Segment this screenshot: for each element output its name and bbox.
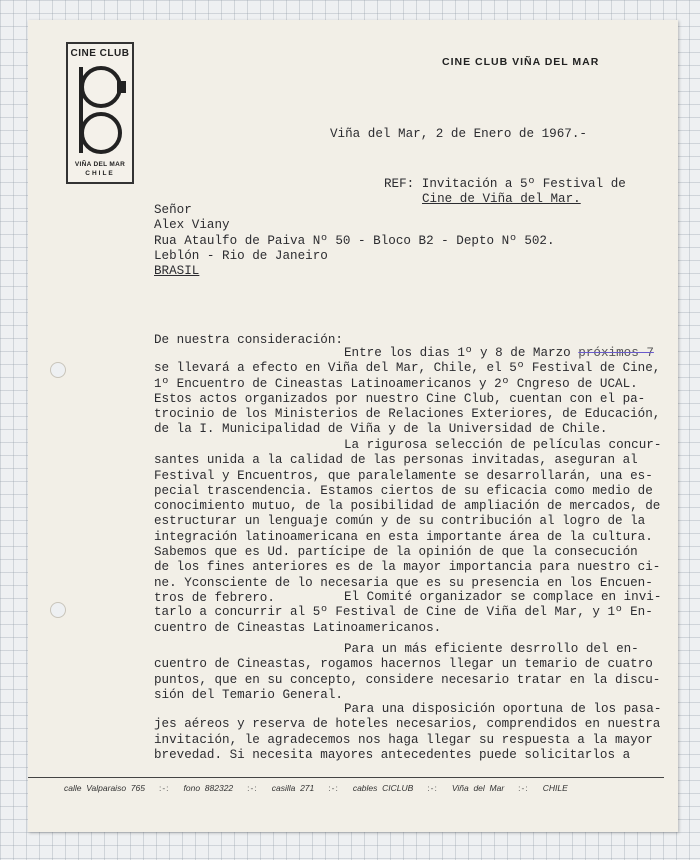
paragraph-2-line: estructurar un lenguaje común y de su contribución al logro de la — [154, 514, 646, 529]
paragraph-1-line: Estos actos organizados por nuestro Cine Club, cuentan con el pa- — [154, 391, 646, 406]
paragraph-5-line: brevedad. Si necesita mayores antecedentes puede solicitarlos a — [154, 747, 631, 762]
letterhead-footer — [64, 783, 582, 793]
paragraph-2-line: tros de febrero. — [154, 590, 275, 605]
paragraph-4-first-line: Para un más eficiente desrrollo del en- — [344, 642, 639, 656]
paragraph-1-line: se llevará a efecto en Viña del Mar, Chile, el 5º Festival de Cine, — [154, 361, 661, 376]
footer-separator: :-: — [328, 783, 339, 793]
footer-box: casilla 271 — [271, 783, 315, 793]
recipient-country: BRASIL — [154, 264, 200, 279]
recipient-block — [154, 203, 555, 279]
footer-separator: :-: — [427, 783, 438, 793]
paragraph-2-line: Festival y Encuentros, que paralelamente se desarrollarán, una es- — [154, 468, 653, 483]
recipient-title: Señor — [154, 203, 192, 217]
ref-line-2: Cine de Viña del Mar. — [422, 192, 581, 207]
paragraph-2-line: santes unida a la calidad de las personas invitadas, aseguran al — [154, 453, 638, 468]
letterhead-org-name: CINE CLUB VIÑA DEL MAR — [442, 56, 600, 68]
paragraph-4-line: puntos, que en su concepto, considere necesario tratar en la discu- — [154, 672, 661, 687]
footer-separator: :-: — [158, 783, 170, 793]
paragraph-1-first-line: Entre los dias 1º y 8 de Marzo — [344, 346, 579, 360]
paragraph-2-line: pecial trascendencia. Estamos ciertos de su eficacia como medio de — [154, 483, 653, 498]
paragraph-3 — [154, 590, 661, 636]
footer-country: CHILE — [542, 783, 568, 793]
paragraph-3-line: cuentro de Cineastas Latinoamericanos. — [154, 620, 442, 635]
paragraph-3-line: tarlo a concurrir al 5º Festival de Cine de Viña del Mar, y 1º En- — [154, 605, 653, 620]
paragraph-2-line: Sabemos que es Ud. partícipe de la opinión de que la consecución — [154, 545, 638, 560]
paragraph-1-line: de la I. Municipalidad de Viña y de la Universidad de Chile. — [154, 422, 608, 437]
footer-city: Viña del Mar — [451, 783, 505, 793]
paragraph-5-line: jes aéreos y reserva de hoteles necesarios, comprendidos en nuestra — [154, 717, 661, 732]
recipient-street: Rua Ataulfo de Paiva Nº 50 - Bloco B2 - Depto Nº 502. — [154, 233, 555, 248]
cine-club-logo — [66, 42, 134, 184]
paragraph-2-first-line: La rigurosa selección de películas concur- — [344, 438, 662, 452]
footer-phone: fono 882322 — [183, 783, 234, 793]
paragraph-5-line: invitación, le agradecemos nos haga llegar su respuesta a la mayor — [154, 732, 653, 747]
footer-rule — [28, 777, 664, 778]
logo-top-text: CINE CLUB — [70, 48, 130, 59]
letter-date: Viña del Mar, 2 de Enero de 1967.- — [330, 127, 587, 141]
paragraph-4 — [154, 642, 660, 703]
paragraph-3-first-line: El Comité organizador se complace en invi- — [344, 590, 662, 604]
punch-hole-top — [50, 362, 66, 378]
ref-label: REF: — [384, 177, 415, 191]
punch-hole-bottom — [50, 602, 66, 618]
logo-bottom-text: VIÑA DEL MAR — [74, 161, 126, 168]
recipient-city: Leblón - Rio de Janeiro — [154, 248, 328, 263]
logo-country-text: CHILE — [85, 170, 115, 177]
footer-separator: :-: — [518, 783, 529, 793]
paragraph-2-line: de los fines anteriores es de la mayor importancia para nuestro ci- — [154, 560, 661, 575]
paragraph-2 — [154, 438, 661, 606]
film-reels-icon — [71, 61, 129, 159]
footer-cable: cables CICLUB — [352, 783, 414, 793]
paragraph-1-line: trocinio de los Ministerios de Relaciones Exteriores, de Educación, — [154, 407, 661, 422]
struck-text: próximos 7 — [578, 346, 654, 360]
paragraph-2-line: conocimiento mutuo, de la posibilidad de ampliación de mercados, de — [154, 499, 661, 514]
paragraph-4-line: cuentro de Cineastas, rogamos hacernos llegar un temario de cuatro — [154, 657, 653, 672]
ref-line-1: Invitación a 5º Festival de — [421, 177, 626, 191]
recipient-name: Alex Viany — [154, 218, 230, 233]
footer-street: calle Valparaiso 765 — [64, 783, 145, 793]
footer-separator: :-: — [247, 783, 258, 793]
paragraph-2-line: ne. Yconsciente de lo necesaria que es su presencia en los Encuen- — [154, 575, 653, 590]
paragraph-4-line: sión del Temario General. — [154, 687, 343, 702]
paragraph-1-line: 1º Encuentro de Cineastas Latinoamericanos y 2º Cngreso de UCAL. — [154, 376, 638, 391]
paragraph-2-line: integración latinoamericana en esta importante área de la cultura. — [154, 529, 653, 544]
paragraph-5 — [154, 702, 661, 763]
paragraph-1 — [154, 346, 660, 438]
paragraph-5-first-line: Para una disposición oportuna de los pasa- — [344, 702, 662, 716]
salutation: De nuestra consideración: — [154, 333, 343, 347]
